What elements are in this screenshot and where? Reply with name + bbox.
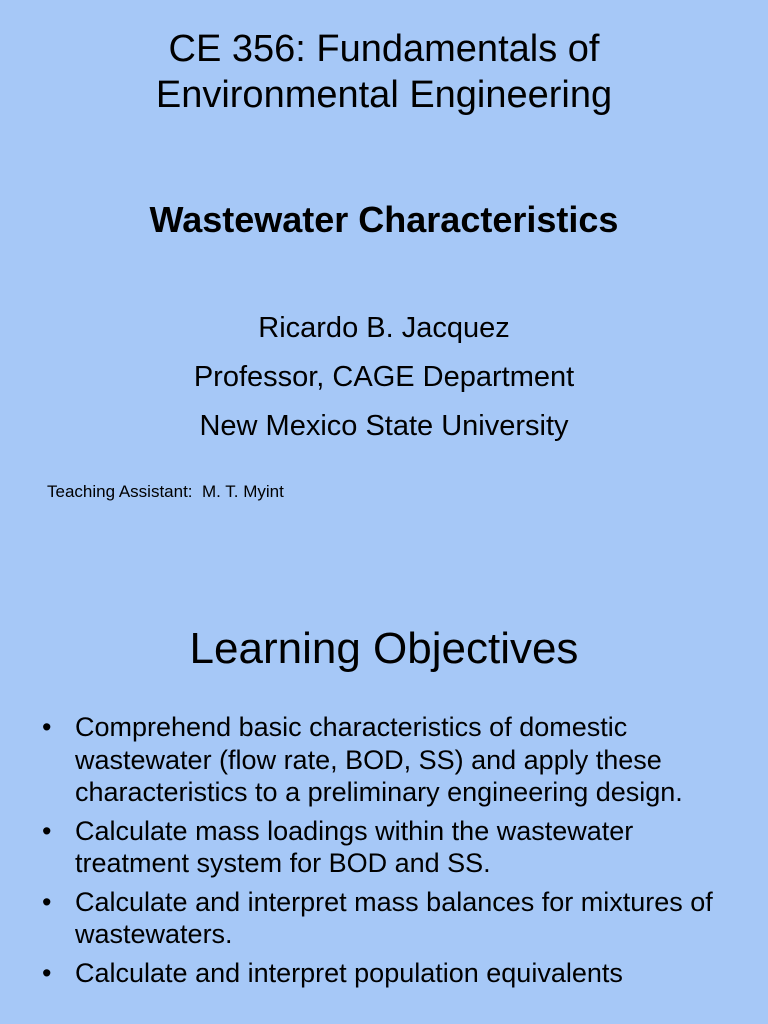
bullet-icon: •	[42, 712, 52, 742]
objective-text: Comprehend basic characteristics of domestic wastewater (flow rate, BOD, SS) and apply these characteristics to a preliminary engineering design.	[75, 712, 683, 807]
presenter-institution: New Mexico State University	[199, 410, 569, 442]
bullet-icon: •	[42, 886, 52, 917]
objectives-heading: Learning Objectives	[189, 624, 579, 673]
objective-item	[40, 957, 720, 990]
presenter-role: Professor, CAGE Department	[193, 361, 575, 393]
objective-text: Calculate mass loadings within the wastewater treatment system for BOD and SS.	[75, 815, 634, 878]
bullet-icon: •	[42, 957, 52, 988]
course-title	[0, 26, 768, 118]
objective-item	[40, 815, 720, 880]
objective-item	[40, 711, 720, 809]
objective-list	[40, 711, 720, 995]
teaching-assistant: Teaching Assistant: M. T. Myint	[47, 482, 284, 501]
objectives-slide	[0, 576, 768, 1024]
course-title-line-2: Environmental Engineering	[155, 74, 613, 116]
objective-text: Calculate and interpret population equivalents	[75, 957, 623, 988]
objective-item	[40, 886, 720, 951]
deck-title: Wastewater Characteristics	[149, 199, 619, 240]
objective-text: Calculate and interpret mass balances for mixtures of wastewaters.	[75, 886, 713, 949]
presenter-name: Ricardo B. Jacquez	[258, 312, 510, 344]
presenter-block	[0, 304, 768, 451]
slide-divider	[0, 560, 768, 576]
bullet-icon: •	[42, 815, 52, 846]
course-title-line-1: CE 356: Fundamentals of	[168, 28, 600, 70]
